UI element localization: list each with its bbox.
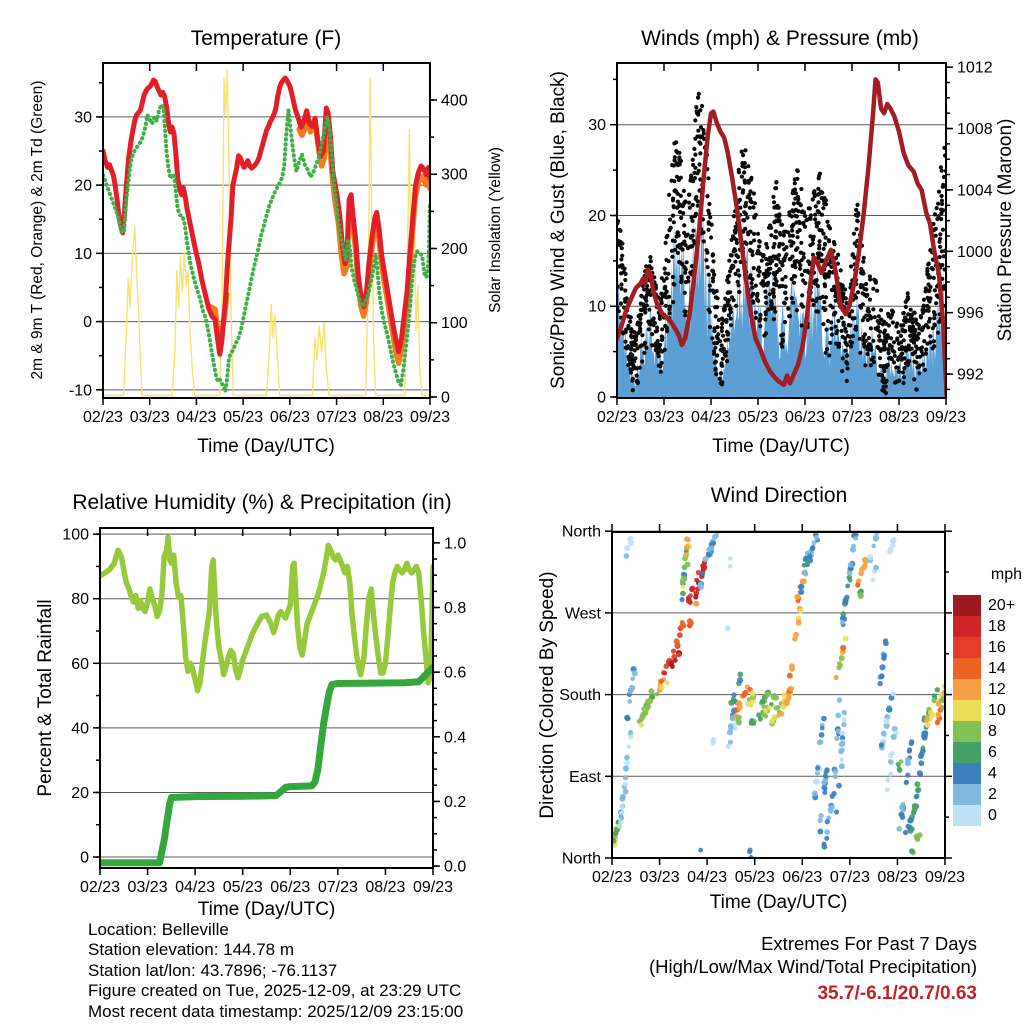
svg-text:0: 0 [597, 389, 606, 407]
svg-text:09/23: 09/23 [409, 409, 451, 426]
station-latlon: Station lat/lon: 43.7896; -76.1137 [88, 960, 338, 980]
svg-text:1012: 1012 [957, 59, 993, 77]
svg-text:30: 30 [74, 109, 92, 127]
y-axis-title-wind-left: Sonic/Prop Wind & Gust (Blue, Black) [548, 71, 569, 389]
figure-created: Figure created on Tue, 2025-12-09, at 23:29 UTC [88, 981, 462, 1001]
svg-text:05/23: 05/23 [223, 409, 264, 426]
y-axis-title-humidity-left: Percent & Total Rainfall [35, 599, 56, 797]
y-axis-title-pressure-right: Station Pressure (Maroon) [995, 118, 1016, 342]
x-axis-title-humidity: Time (Day/UTC) [197, 899, 336, 920]
extremes-block [649, 932, 977, 1005]
y-axis-title-direction-left: Direction (Colored By Speed) [537, 571, 558, 819]
svg-text:02/23: 02/23 [79, 879, 121, 896]
svg-text:East: East [568, 768, 601, 786]
y-axis-title-solar-right: Solar Insolation (Yellow) [487, 147, 504, 313]
colorbar-label: 0 [988, 807, 997, 824]
svg-text:North: North [561, 850, 601, 868]
extremes-subtitle: (High/Low/Max Wind/Total Precipitation) [649, 956, 977, 977]
svg-text:04/23: 04/23 [687, 869, 728, 886]
svg-text:300: 300 [441, 166, 468, 184]
svg-text:1008: 1008 [957, 121, 993, 139]
svg-text:20: 20 [74, 177, 92, 195]
svg-text:100: 100 [441, 315, 468, 333]
svg-text:07/23: 07/23 [316, 409, 357, 426]
svg-text:0: 0 [83, 314, 92, 332]
extremes-title: Extremes For Past 7 Days [761, 933, 977, 954]
colorbar-label: 4 [988, 765, 997, 782]
svg-text:0.0: 0.0 [444, 858, 467, 876]
svg-text:0.6: 0.6 [444, 664, 467, 682]
svg-text:0.4: 0.4 [444, 729, 467, 747]
svg-text:West: West [564, 605, 601, 623]
svg-text:07/23: 07/23 [317, 879, 358, 896]
svg-text:06/23: 06/23 [269, 409, 310, 426]
colorbar-swatch [953, 805, 981, 826]
x-axis-title-temperature: Time (Day/UTC) [197, 436, 335, 457]
svg-text:40: 40 [71, 720, 89, 738]
colorbar-label: 18 [988, 618, 1006, 635]
svg-text:992: 992 [957, 366, 984, 384]
svg-text:30: 30 [588, 117, 606, 135]
series-2 [100, 537, 433, 862]
colorbar-label: 12 [988, 681, 1006, 698]
svg-text:1.0: 1.0 [444, 535, 467, 553]
colorbar-label: 20+ [988, 597, 1016, 614]
colorbar-swatch [953, 616, 981, 637]
svg-text:08/23: 08/23 [363, 409, 404, 426]
svg-text:03/23: 03/23 [643, 409, 685, 426]
svg-text:03/23: 03/23 [129, 409, 170, 426]
colorbar-swatch [953, 721, 981, 742]
colorbar-label: 10 [988, 702, 1006, 719]
svg-text:02/23: 02/23 [82, 409, 124, 426]
svg-text:South: South [559, 687, 601, 705]
chart-1 [588, 60, 992, 426]
extremes-values: 35.7/-6.1/20.7/0.63 [817, 983, 977, 1004]
svg-text:100: 100 [62, 526, 89, 544]
colorbar-label: 8 [988, 723, 997, 740]
svg-text:1000: 1000 [957, 243, 993, 261]
svg-text:0.8: 0.8 [444, 600, 467, 618]
svg-text:09/23: 09/23 [412, 879, 454, 896]
svg-text:06/23: 06/23 [270, 879, 311, 896]
svg-text:1004: 1004 [957, 182, 993, 200]
colorbar-label: 6 [988, 744, 997, 761]
svg-text:04/23: 04/23 [690, 409, 732, 426]
svg-text:0.2: 0.2 [444, 793, 467, 811]
svg-text:08/23: 08/23 [877, 869, 918, 886]
svg-text:09/23: 09/23 [925, 409, 967, 426]
colorbar-swatch [953, 595, 981, 616]
colorbar-label: 16 [988, 639, 1006, 656]
colorbar-swatch [953, 742, 981, 763]
colorbar-swatch [953, 637, 981, 658]
svg-text:05/23: 05/23 [737, 409, 779, 426]
chart-title-wind-direction: Wind Direction [710, 484, 848, 507]
svg-text:05/23: 05/23 [222, 879, 263, 896]
y-axis-title-temperature-left: 2m & 9m T (Red, Orange) & 2m Td (Green) [29, 80, 46, 380]
colorbar [953, 595, 1016, 826]
svg-text:07/23: 07/23 [829, 869, 870, 886]
colorbar-label: 2 [988, 786, 997, 803]
data-timestamp: Most recent data timestamp: 2025/12/09 23:15:00 [88, 1001, 464, 1021]
svg-text:20: 20 [588, 207, 606, 225]
chart-2 [62, 527, 466, 896]
wind-area [617, 171, 946, 397]
svg-text:-10: -10 [68, 382, 92, 400]
colorbar-title: mph [990, 566, 1022, 583]
svg-text:04/23: 04/23 [176, 409, 217, 426]
station-elevation: Station elevation: 144.78 m [88, 940, 295, 960]
chart-title-temperature: Temperature (F) [190, 27, 342, 50]
tick-labels-2 [62, 527, 466, 896]
svg-text:North: North [561, 523, 601, 541]
station-info [88, 920, 463, 1022]
svg-text:10: 10 [588, 298, 606, 316]
svg-text:400: 400 [441, 92, 468, 110]
colorbar-swatch [953, 700, 981, 721]
chart-title-winds-pressure: Winds (mph) & Pressure (mb) [641, 27, 919, 50]
svg-text:996: 996 [957, 305, 984, 323]
svg-text:06/23: 06/23 [784, 409, 826, 426]
colorbar-swatch [953, 763, 981, 784]
svg-text:10: 10 [74, 245, 92, 263]
svg-text:02/23: 02/23 [596, 409, 638, 426]
x-axis-title-wind-direction: Time (Day/UTC) [709, 892, 848, 913]
svg-text:08/23: 08/23 [365, 879, 406, 896]
svg-text:04/23: 04/23 [175, 879, 216, 896]
svg-text:09/23: 09/23 [924, 869, 966, 886]
svg-text:08/23: 08/23 [878, 409, 920, 426]
chart-title-humidity-precip: Relative Humidity (%) & Precipitation (in) [72, 491, 452, 514]
colorbar-swatch [953, 658, 981, 679]
colorbar-swatch [953, 679, 981, 700]
svg-text:03/23: 03/23 [639, 869, 680, 886]
colorbar-swatch [953, 784, 981, 805]
chart-3 [559, 524, 965, 886]
ticks-2 [93, 528, 440, 875]
series-3 [611, 528, 948, 859]
svg-text:20: 20 [71, 784, 89, 802]
svg-text:0: 0 [80, 849, 89, 867]
svg-text:200: 200 [441, 240, 468, 258]
chart-0 [69, 63, 468, 426]
svg-text:05/23: 05/23 [734, 869, 775, 886]
svg-text:0: 0 [441, 389, 450, 407]
wind-direction-dots [611, 528, 948, 859]
svg-text:80: 80 [71, 591, 89, 609]
station-location: Location: Belleville [88, 920, 229, 939]
colorbar-label: 14 [988, 660, 1006, 677]
svg-text:07/23: 07/23 [831, 409, 873, 426]
svg-text:02/23: 02/23 [591, 869, 633, 886]
series-0 [103, 70, 430, 395]
x-axis-title-winds: Time (Day/UTC) [712, 436, 850, 457]
svg-text:06/23: 06/23 [782, 869, 823, 886]
svg-text:03/23: 03/23 [127, 879, 168, 896]
series-1 [615, 79, 948, 400]
svg-text:60: 60 [71, 655, 89, 673]
